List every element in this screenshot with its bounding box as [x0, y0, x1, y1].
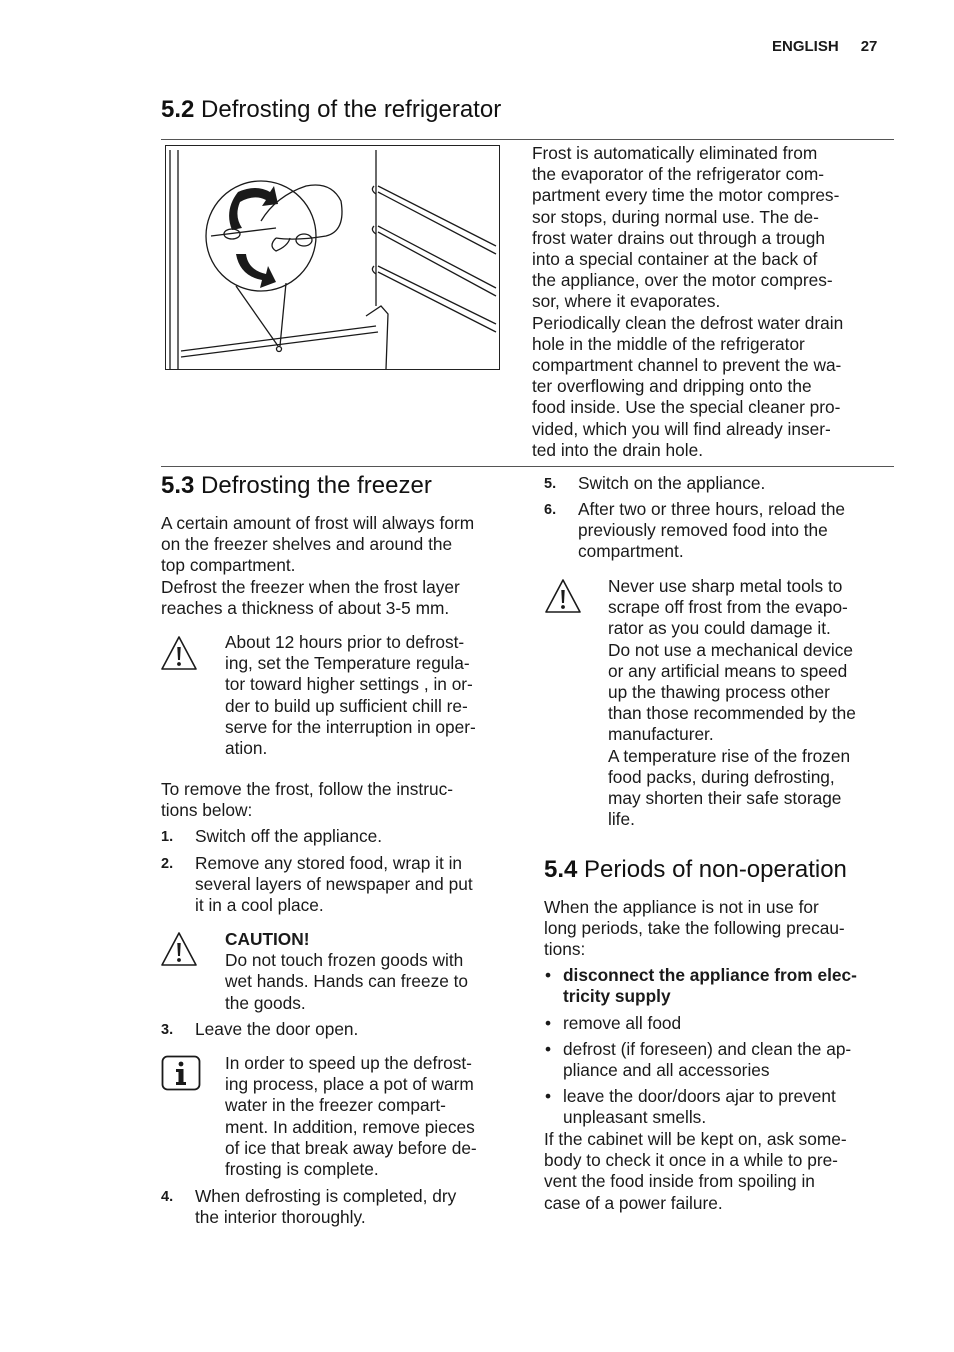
defrost-drain-figure — [165, 145, 500, 370]
page-header — [772, 38, 877, 55]
text-line: To remove the frost, follow the instruc- — [161, 779, 453, 799]
caution-title: CAUTION! — [225, 929, 310, 949]
text-line: frost water drains out through a trough — [532, 227, 825, 248]
section-number: 5.4 — [544, 856, 578, 883]
section-5-2-heading — [161, 95, 501, 125]
text-line: sor, where it evaporates. — [532, 291, 721, 312]
step-number: 5. — [544, 476, 557, 492]
text-line: reaches a thickness of about 3-5 mm. — [161, 597, 450, 618]
header-language: ENGLISH — [772, 38, 839, 55]
text-line: vided, which you will find already inser- — [532, 418, 831, 439]
text-line: Never use sharp metal tools to — [608, 576, 843, 596]
text-line: Defrost the freezer when the frost layer — [161, 576, 460, 597]
text-line: ing process, place a pot of warm — [225, 1074, 474, 1095]
text-line: tor toward higher settings , in or- — [225, 674, 473, 695]
text-line: ted into the drain hole. — [532, 439, 704, 460]
text-line: serve for the interruption in oper- — [225, 716, 476, 737]
text-line: sor stops, during normal use. The de- — [532, 206, 819, 227]
section-number: 5.3 — [161, 472, 195, 499]
text-line: the interior thoroughly. — [195, 1207, 366, 1228]
text-line: up the thawing process other — [608, 682, 830, 703]
text-line: Remove any stored food, wrap it in — [195, 853, 463, 873]
step-2 — [195, 853, 473, 917]
text-line: tions: — [544, 939, 586, 960]
text-line: or any artificial means to speed — [608, 660, 848, 681]
section-5-4-heading — [544, 855, 847, 885]
text-line: several layers of newspaper and put — [195, 874, 473, 895]
text-line: frosting is complete. — [225, 1159, 379, 1180]
text-line: of ice that break away before de- — [225, 1137, 477, 1158]
step-number: 2. — [161, 856, 174, 872]
text-line: the evaporator of the refrigerator com- — [532, 164, 825, 185]
step-number: 4. — [161, 1189, 174, 1205]
step-number: 3. — [161, 1022, 174, 1038]
drain-hole-illustration — [166, 146, 499, 369]
text-line: Periodically clean the defrost water drain — [532, 312, 844, 333]
text-line: compartment channel to prevent the wa- — [532, 355, 842, 376]
text-line: long periods, take the following precau- — [544, 918, 845, 939]
text-line: food packs, during defrosting, — [608, 766, 835, 787]
text-line: food inside. Use the special cleaner pro- — [532, 397, 841, 418]
bullet-icon: • — [545, 1013, 552, 1033]
text-line: defrost (if foreseen) and clean the ap- — [563, 1039, 852, 1059]
text-line: compartment. — [578, 541, 684, 562]
step-5 — [578, 473, 765, 494]
step-number: 1. — [161, 829, 174, 845]
step-3 — [195, 1019, 358, 1040]
section-rule — [161, 139, 894, 140]
text-line: scrape off frost from the evapo- — [608, 597, 848, 618]
text-line: hole in the middle of the refrigerator — [532, 333, 805, 354]
warning-triangle-icon — [160, 634, 198, 672]
info-icon — [161, 1055, 201, 1091]
text-line: tions below: — [161, 800, 253, 821]
text-line: water in the freezer compart- — [225, 1095, 446, 1116]
text-line: ter overflowing and dripping onto the — [532, 376, 812, 397]
bullet-icon: • — [545, 965, 552, 985]
text-line: it in a cool place. — [195, 895, 324, 916]
text-line: Frost is automatically eliminated from — [532, 143, 818, 163]
section-rule — [161, 466, 894, 467]
s54-intro — [544, 897, 845, 961]
section-number: 5.2 — [161, 96, 195, 123]
step-1 — [195, 826, 382, 847]
bullet-icon: • — [545, 1086, 552, 1106]
text-line: ation. — [225, 738, 268, 759]
text-line: unpleasant smells. — [563, 1107, 707, 1128]
text-line: ment. In addition, remove pieces — [225, 1116, 475, 1137]
bullet-item — [563, 965, 857, 1007]
text-line: top compartment. — [161, 555, 296, 576]
page-number: 27 — [860, 38, 878, 55]
s52-body — [532, 143, 843, 461]
text-line: Switch on the appliance. — [578, 473, 766, 493]
text-line: previously removed food into the — [578, 520, 828, 541]
text-line: If the cabinet will be kept on, ask some- — [544, 1129, 847, 1149]
text-line: When the appliance is not in use for — [544, 897, 819, 917]
s53-remove-instructions — [161, 779, 453, 821]
text-line: A certain amount of frost will always form — [161, 513, 475, 533]
text-line: may shorten their safe storage — [608, 788, 842, 809]
text-line: Do not touch frozen goods with — [225, 950, 464, 971]
s53-intro — [161, 513, 474, 619]
text-line: ing, set the Temperature regula- — [225, 653, 470, 674]
text-line: wet hands. Hands can freeze to — [225, 971, 469, 992]
text-line: rator as you could damage it. — [608, 618, 831, 639]
text-line: life. — [608, 809, 635, 830]
section-title: Defrosting the freezer — [201, 472, 432, 499]
text-line: into a special container at the back of — [532, 249, 818, 270]
s54-outro — [544, 1129, 847, 1214]
text-line: on the freezer shelves and around the — [161, 534, 453, 555]
step-6 — [578, 499, 845, 563]
bullet-item — [563, 1013, 681, 1034]
text-line: Switch off the appliance. — [195, 826, 383, 846]
bullet-item — [563, 1086, 836, 1128]
section-title: Defrosting of the refrigerator — [201, 96, 502, 123]
text-line: When defrosting is completed, dry — [195, 1186, 457, 1206]
s53-warning-1 — [225, 632, 476, 759]
section-5-3-heading — [161, 471, 432, 501]
text-line: the goods. — [225, 992, 306, 1013]
text-line: About 12 hours prior to defrost- — [225, 632, 465, 652]
text-line: case of a power failure. — [544, 1192, 723, 1213]
s53-info — [225, 1053, 477, 1180]
s53-caution — [225, 929, 468, 1014]
text-line: vent the food inside from spoiling in — [544, 1171, 815, 1192]
s53-warning-2 — [608, 576, 856, 830]
text-line: the appliance, over the motor compres- — [532, 270, 833, 291]
text-line: manufacturer. — [608, 724, 714, 745]
text-line: tricity supply — [563, 986, 671, 1007]
text-line: remove all food — [563, 1013, 682, 1033]
text-line: After two or three hours, reload the — [578, 499, 846, 519]
step-4 — [195, 1186, 456, 1228]
text-line: disconnect the appliance from elec- — [563, 965, 857, 985]
bullet-item — [563, 1039, 851, 1081]
text-line: der to build up sufficient chill re- — [225, 695, 468, 716]
warning-triangle-icon — [544, 577, 582, 615]
text-line: In order to speed up the defrost- — [225, 1053, 472, 1073]
bullet-icon: • — [545, 1039, 552, 1059]
text-line: pliance and all accessories — [563, 1060, 770, 1081]
step-number: 6. — [544, 502, 557, 518]
text-line: Leave the door open. — [195, 1019, 359, 1039]
warning-triangle-icon — [160, 930, 198, 968]
text-line: A temperature rise of the frozen — [608, 745, 851, 766]
text-line: Do not use a mechanical device — [608, 639, 853, 660]
text-line: than those recommended by the — [608, 703, 856, 724]
text-line: leave the door/doors ajar to prevent — [563, 1086, 836, 1106]
text-line: body to check it once in a while to pre- — [544, 1150, 838, 1171]
section-title: Periods of non-operation — [584, 856, 847, 883]
text-line: partment every time the motor compres- — [532, 185, 840, 206]
